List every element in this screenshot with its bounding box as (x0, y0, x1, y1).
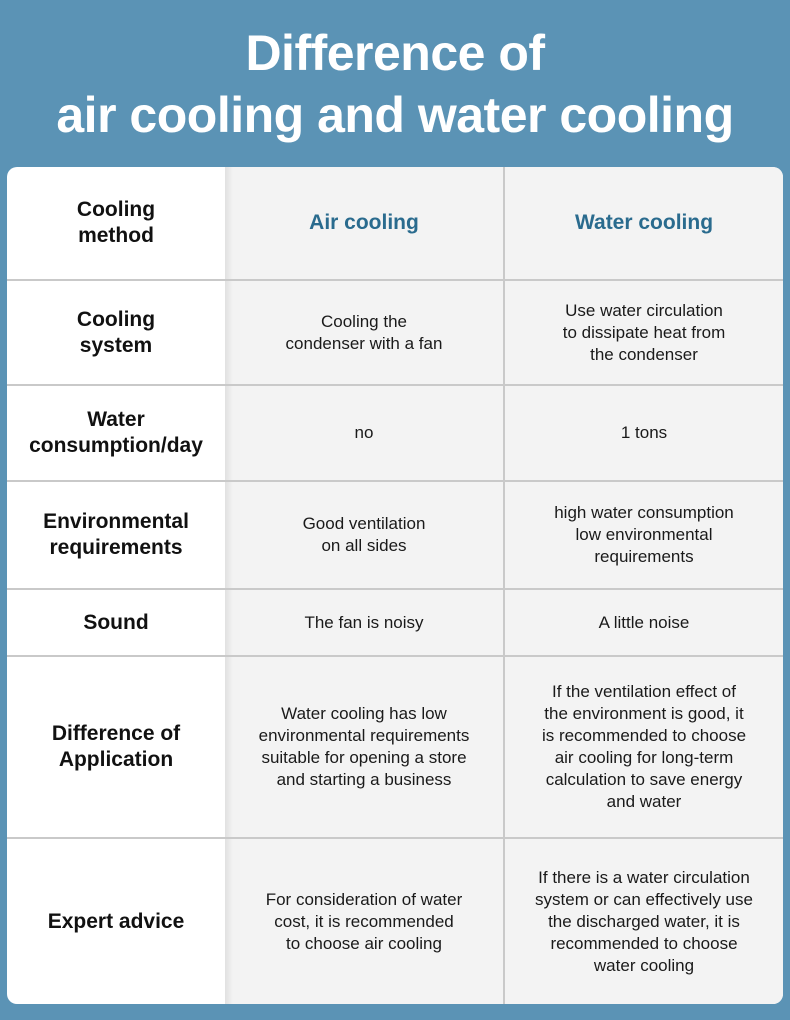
header-label: Cooling method (76, 198, 156, 247)
air-cooling-cell (225, 281, 503, 384)
row-label-cell (7, 839, 225, 1004)
water-cooling-value: high water consumption low environmental requirements (554, 503, 734, 566)
row-label: Water consumption/day (29, 408, 203, 457)
comparison-table (7, 167, 783, 1004)
air-cooling-cell (225, 386, 503, 480)
row-label: Difference of Application (51, 722, 181, 771)
water-cooling-cell (505, 590, 783, 655)
table-row (7, 281, 783, 386)
row-label-cell (7, 657, 225, 837)
water-cooling-cell (505, 657, 783, 837)
header-air-cooling: Air cooling (309, 211, 419, 234)
header-water-cell (505, 167, 783, 279)
title-line-2: air cooling and water cooling (56, 87, 734, 143)
header-label-cell (7, 167, 225, 279)
row-label-cell (7, 482, 225, 588)
table-header-row (7, 167, 783, 281)
water-cooling-value: If there is a water circulation system or can effectively use the discharged water, it is recommended to choose water cooling (535, 867, 753, 975)
water-cooling-value: 1 tons (620, 423, 668, 442)
title-line-1: Difference of (245, 25, 545, 81)
row-label: Expert advice (47, 909, 185, 933)
table-row (7, 657, 783, 839)
water-cooling-value: A little noise (598, 612, 690, 632)
table-row (7, 482, 783, 590)
air-cooling-cell (225, 839, 503, 1004)
row-label: Cooling system (76, 307, 156, 357)
air-cooling-value: Cooling the condenser with a fan (285, 311, 443, 353)
water-cooling-cell (505, 281, 783, 384)
air-cooling-value: Water cooling has low environmental requirements suitable for opening a store and starting a business (258, 704, 470, 789)
page-title (0, 22, 790, 146)
air-cooling-cell (225, 590, 503, 655)
air-cooling-value: Good ventilation on all sides (302, 514, 426, 555)
row-label-cell (7, 590, 225, 655)
header-water-cooling: Water cooling (574, 211, 714, 234)
air-cooling-value: For consideration of water cost, it is recommended to choose air cooling (265, 889, 463, 953)
air-cooling-value: no (354, 423, 374, 442)
row-label-cell (7, 281, 225, 384)
table-row (7, 590, 783, 657)
water-cooling-cell (505, 386, 783, 480)
water-cooling-value: Use water circulation to dissipate heat from the condenser (562, 300, 726, 364)
water-cooling-cell (505, 839, 783, 1004)
row-label-cell (7, 386, 225, 480)
table-row (7, 386, 783, 482)
table-row (7, 839, 783, 1004)
air-cooling-value: The fan is noisy (304, 612, 424, 632)
air-cooling-cell (225, 657, 503, 837)
row-label: Sound (83, 610, 149, 634)
row-label: Environmental requirements (43, 510, 189, 559)
water-cooling-value: If the ventilation effect of the environment is good, it is recommended to choose air cooling for long-term calculation to save energy and water (541, 682, 747, 811)
water-cooling-cell (505, 482, 783, 588)
air-cooling-cell (225, 482, 503, 588)
header-air-cell (225, 167, 503, 279)
